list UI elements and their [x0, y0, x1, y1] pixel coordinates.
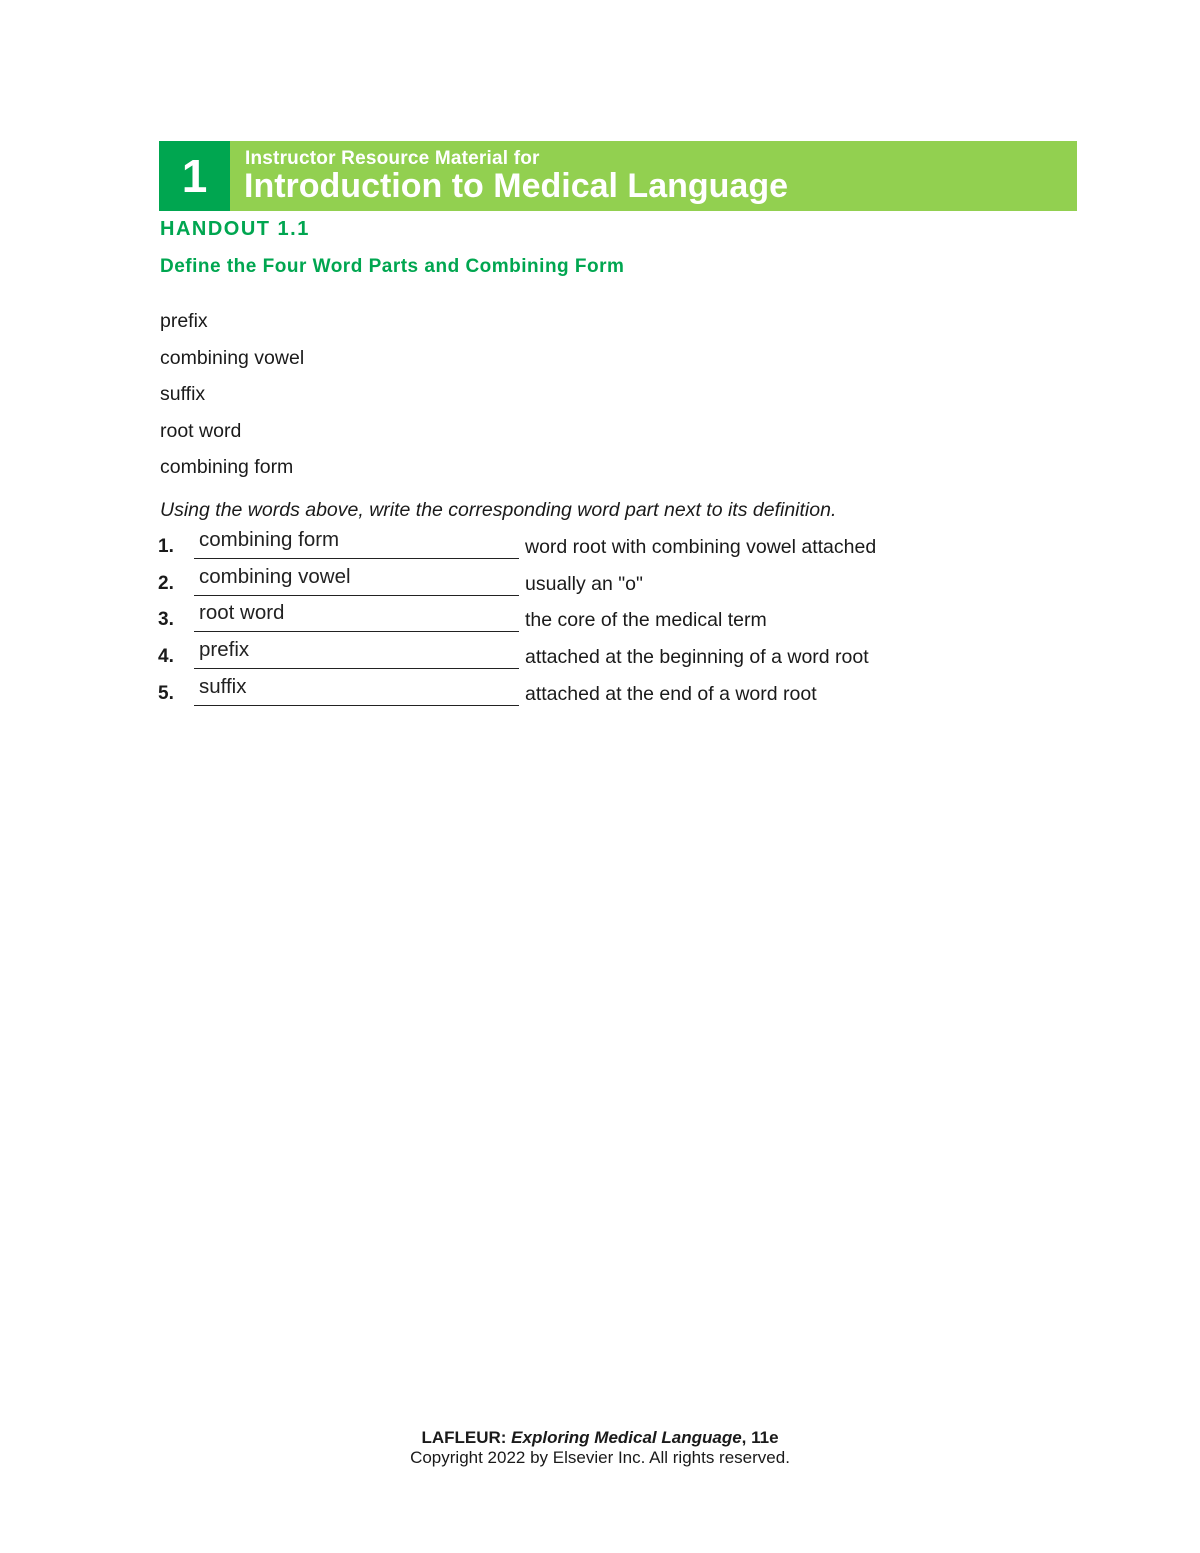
handout-label: HANDOUT 1.1	[160, 218, 310, 240]
question-definition: attached at the end of a word root	[525, 682, 817, 705]
word-list-item: prefix	[160, 310, 208, 332]
question-definition: attached at the beginning of a word root	[525, 646, 869, 669]
footer-author: LAFLEUR:	[421, 1428, 512, 1447]
footer-citation	[0, 1427, 1200, 1448]
word-list-item: combining form	[160, 456, 294, 478]
answer-text: root word	[199, 601, 285, 625]
answer-field[interactable]	[194, 640, 519, 669]
question-item	[158, 674, 958, 714]
answer-field[interactable]	[194, 674, 519, 706]
header-subtitle: Instructor Resource Material for	[245, 148, 540, 169]
question-item	[158, 564, 958, 604]
question-number: 2.	[158, 572, 174, 594]
question-item	[158, 530, 958, 567]
word-list-item: suffix	[160, 383, 206, 405]
footer-book-title: Exploring Medical Language	[511, 1428, 742, 1447]
answer-text: combining form	[199, 528, 340, 551]
question-definition: the core of the medical term	[525, 609, 767, 632]
word-list-item: combining vowel	[160, 346, 305, 369]
answer-field[interactable]	[194, 603, 519, 632]
question-item	[158, 640, 958, 677]
word-list-item: root word	[160, 419, 242, 442]
question-number: 5.	[158, 682, 174, 704]
question-number: 4.	[158, 646, 174, 668]
chapter-number: 1	[159, 141, 230, 211]
question-number: 1.	[158, 536, 174, 557]
answer-text: suffix	[199, 674, 247, 698]
footer-edition: , 11e	[741, 1428, 779, 1447]
footer	[0, 1427, 1200, 1468]
footer-copyright: Copyright 2022 by Elsevier Inc. All rights reserved.	[410, 1448, 790, 1467]
answer-field[interactable]	[194, 564, 519, 596]
question-list	[158, 530, 958, 713]
answer-field[interactable]	[194, 530, 519, 559]
header-title: Introduction to Medical Language	[244, 167, 788, 205]
section-title: Define the Four Word Parts and Combining Form	[160, 256, 625, 277]
question-item	[158, 603, 958, 640]
answer-text: combining vowel	[199, 564, 351, 588]
question-number: 3.	[158, 609, 174, 631]
instructions: Using the words above, write the corresponding word part next to its definition.	[160, 499, 837, 521]
question-definition: word root with combining vowel attached	[525, 536, 877, 558]
question-definition: usually an "o"	[525, 572, 643, 595]
word-list	[160, 303, 304, 486]
answer-text: prefix	[199, 638, 250, 662]
